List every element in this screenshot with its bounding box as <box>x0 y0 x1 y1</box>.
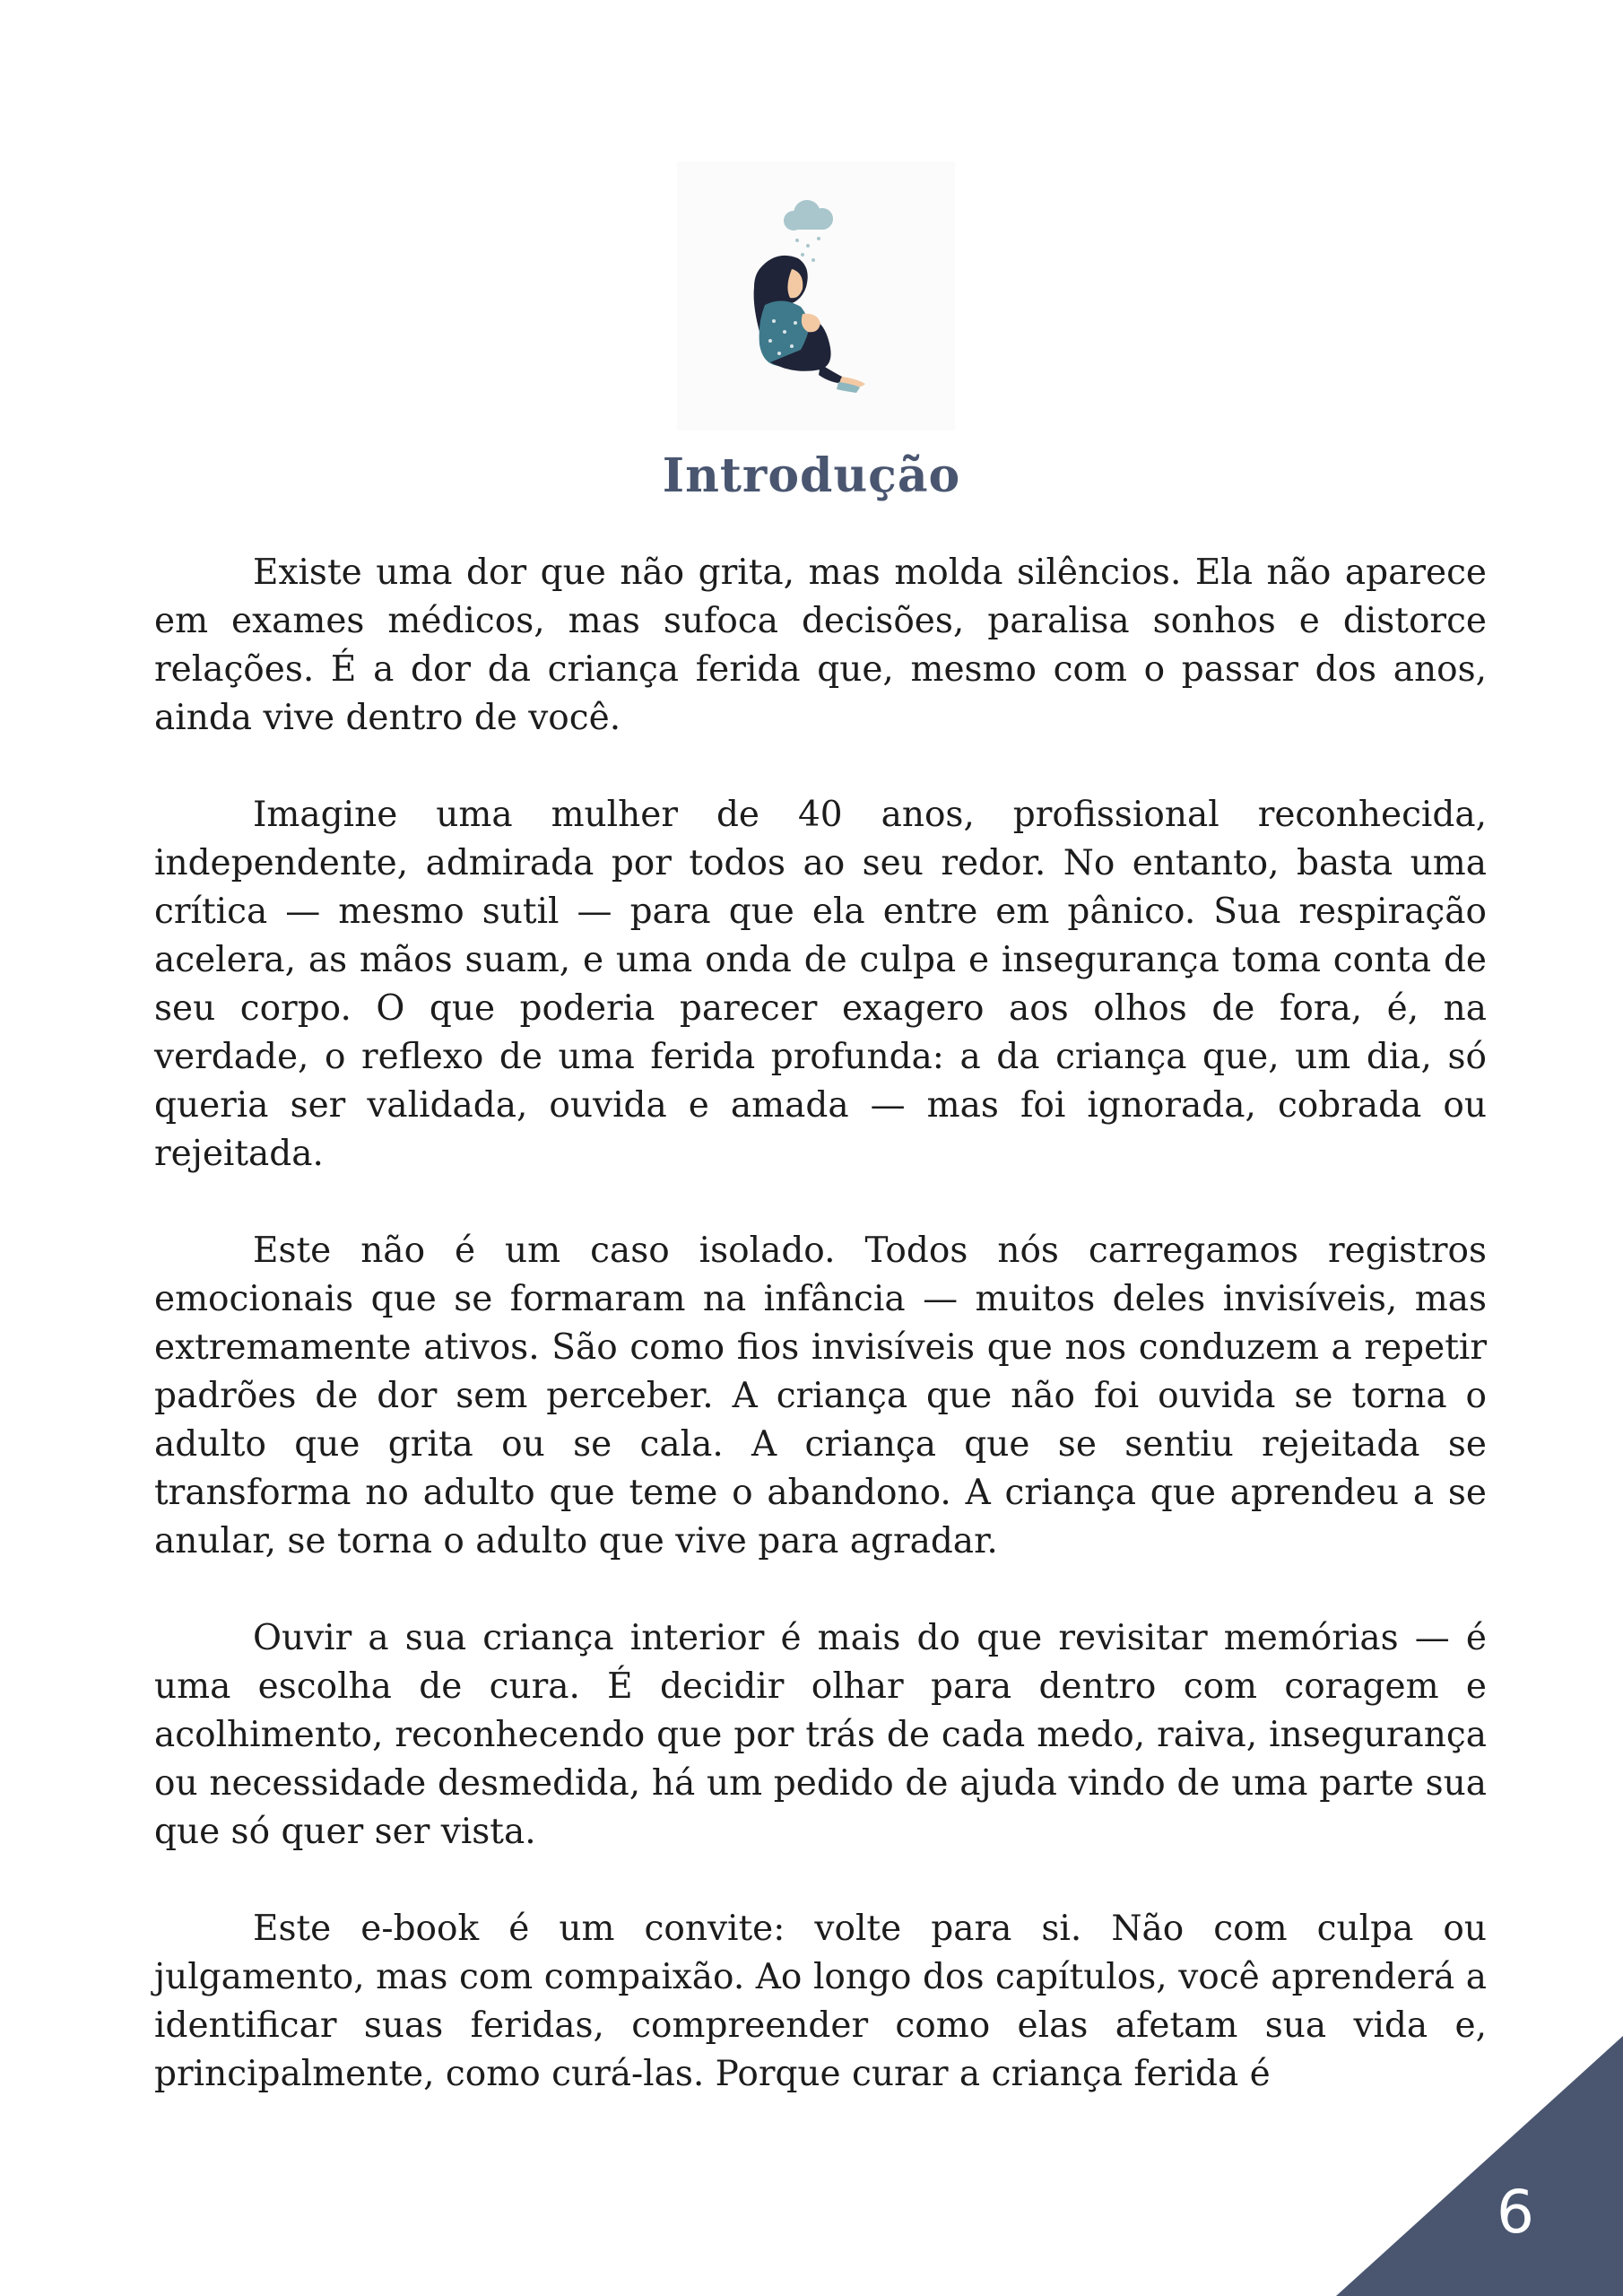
page-number: 6 <box>1497 2178 1534 2247</box>
body-text <box>154 549 1487 2147</box>
page-title: Introdução <box>662 448 961 503</box>
paragraph-2: Imagine uma mulher de 40 anos, profissional reconhecida, independente, admirada por todos ao seu redor. No entanto, basta uma crítica — mesmo sutil — para que ela entre em pânico. Sua respiração acelera, as mãos suam, e uma onda de culpa e insegurança toma conta de seu corpo. O que poderia parecer exagero aos olhos de fora, é, na verdade, o reflexo de uma ferida profunda: a da criança que, um dia, só queria ser validada, ouvida e amada — mas foi ignorada, cobrada ou rejeitada. <box>154 795 1487 1174</box>
paragraph-1: Existe uma dor que não grita, mas molda silêncios. Ela não aparece em exames médicos, mas sufoca decisões, paralisa sonhos e distorce relações. É a dor da criança ferida que, mesmo com o passar dos anos, ainda vive dentro de você. <box>154 552 1487 738</box>
page-corner-triangle <box>1336 2036 1623 2296</box>
sad-girl-with-rain-cloud-icon <box>677 161 955 430</box>
paragraph-5: Este e-book é um convite: volte para si. Não com culpa ou julgamento, mas com compaixão. Ao longo dos capítulos, você aprenderá a identificar suas feridas, compreender como elas afetam sua vida e, principalmente, como curá-las. Porque curar a criança ferida é <box>154 1909 1487 2094</box>
paragraph-4: Ouvir a sua criança interior é mais do que revisitar memórias — é uma escolha de cura. É decidir olhar para dentro com coragem e acolhimento, reconhecendo que por trás de cada medo, raiva, insegurança ou necessidade desmedida, há um pedido de ajuda vindo de uma parte sua que só quer ser vista. <box>154 1618 1487 1852</box>
paragraph-3: Este não é um caso isolado. Todos nós carregamos registros emocionais que se formaram na infância — muitos deles invisíveis, mas extremamente ativos. São como fios invisíveis que nos conduzem a repetir padrões de dor sem perceber. A criança que não foi ouvida se torna o adulto que grita ou se cala. A criança que se sentiu rejeitada se transforma no adulto que teme o abandono. A criança que aprendeu a se anular, se torna o adulto que vive para agradar. <box>154 1231 1487 1561</box>
